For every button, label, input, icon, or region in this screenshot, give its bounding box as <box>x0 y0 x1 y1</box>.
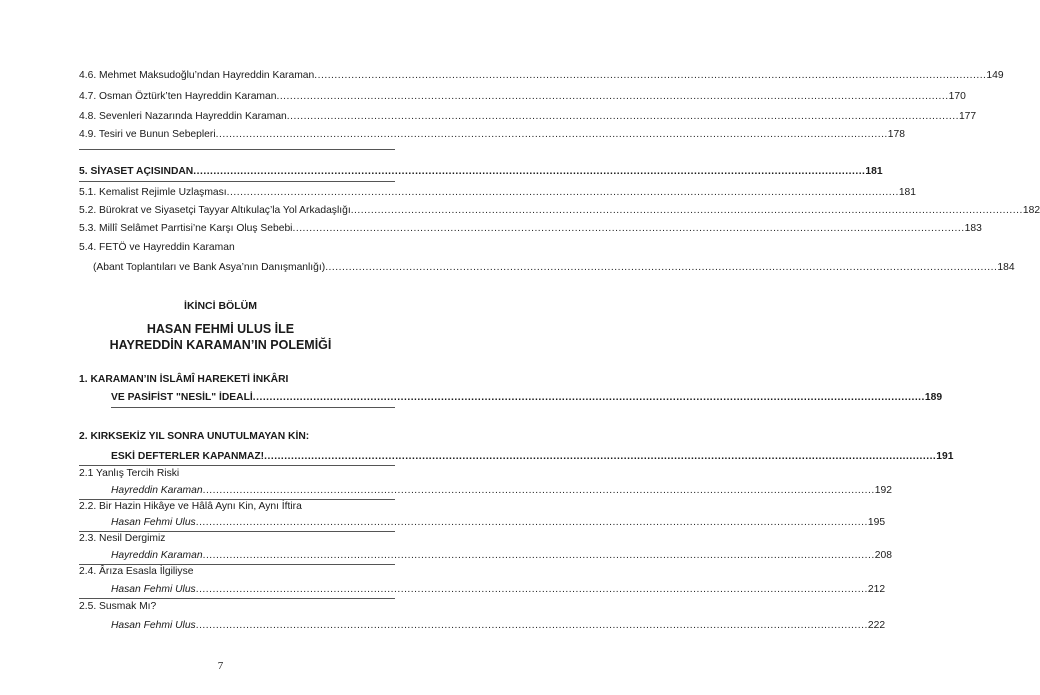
toc-entry-label: 2.2. Bir Hazin Hikâye ve Hâlâ Aynı Kin, Aynı İftira <box>79 501 302 512</box>
dot-leader: ........................................................................................................................................................................................................ <box>276 91 949 102</box>
toc-entry-page: 212 <box>867 584 886 595</box>
toc-entry-page: 181 <box>865 166 883 177</box>
toc-entry-label: 4.8. Sevenleri Nazarında Hayreddin Karaman <box>79 111 287 122</box>
dot-leader: ........................................................................................................................................................................................................ <box>226 187 899 198</box>
toc-entry-page: 191 <box>936 451 954 462</box>
toc-entry-page: 178 <box>887 129 905 140</box>
toc-entry[interactable] <box>79 128 905 142</box>
toc-entry-label: 4.9. Tesiri ve Bunun Sebepleri <box>79 129 216 140</box>
section-divider <box>111 407 395 408</box>
toc-entry[interactable] <box>79 110 977 124</box>
dot-leader: ........................................................................................................................................................................................................ <box>292 223 965 234</box>
part-title-line1: HASAN FEHMİ ULUS İLE <box>146 322 295 336</box>
toc-entry[interactable] <box>111 583 886 597</box>
toc-entry[interactable] <box>93 261 1015 275</box>
toc-entry-page: 195 <box>867 517 886 528</box>
toc-entry-label: 5.1. Kemalist Rejimle Uzlaşması <box>79 187 227 198</box>
dot-leader: ........................................................................................................................................................................................................ <box>195 584 868 595</box>
toc-entry-label: 2.4. Ârıza Esasla İlgiliyse <box>79 566 194 577</box>
dot-leader: ........................................................................................................................................................................................................ <box>350 205 1023 216</box>
page-number: 7 <box>217 660 224 672</box>
dot-leader: ........................................................................................................................................................................................................ <box>286 111 959 122</box>
dot-leader: ........................................................................................................................................................................................................ <box>195 517 868 528</box>
toc-entry[interactable] <box>79 600 395 614</box>
toc-entry-label: VE PASİFİST "NESİL" İDEALİ <box>111 392 253 403</box>
toc-entry-page: 192 <box>874 485 892 496</box>
toc-entry-label: (Abant Toplantıları ve Bank Asya’nın Danışmanlığı) <box>93 262 326 273</box>
part-title-line2: HAYREDDİN KARAMAN’IN POLEMİĞİ <box>109 338 332 352</box>
toc-entry[interactable] <box>111 484 892 498</box>
toc-entry-label: 5.2. Bürokrat ve Siyasetçi Tayyar Altıkulaç’la Yol Arkadaşlığı <box>79 205 351 216</box>
dot-leader: ........................................................................................................................................................................................................ <box>193 166 866 177</box>
toc-entry-label: 4.6. Mehmet Maksudoğlu’ndan Hayreddin Karaman <box>79 70 315 81</box>
section-divider <box>79 598 395 599</box>
toc-author-label: Hayreddin Karaman <box>111 485 203 496</box>
toc-entry-label: 1. KARAMAN’IN İSLÂMÎ HAREKETİ İNKÂRI <box>79 374 289 385</box>
toc-entry-page: 181 <box>898 187 916 198</box>
toc-entry-label: 2.3. Nesil Dergimiz <box>79 533 166 544</box>
dot-leader: ........................................................................................................................................................................................................ <box>264 451 937 462</box>
toc-entry-page: 222 <box>867 620 886 631</box>
toc-entry-label: 5. SİYASET AÇISINDAN <box>79 166 194 177</box>
toc-entry-page: 184 <box>997 262 1015 273</box>
toc-author-label: Hayreddin Karaman <box>111 550 203 561</box>
toc-chapter-entry[interactable] <box>111 391 943 405</box>
toc-entry[interactable] <box>79 90 966 104</box>
toc-chapter-entry[interactable] <box>79 373 395 387</box>
toc-entry-page: 149 <box>986 70 1004 81</box>
toc-entry-label: 4.7. Osman Öztürk’ten Hayreddin Karaman <box>79 91 277 102</box>
toc-entry[interactable] <box>79 222 982 236</box>
toc-entry-page: 208 <box>874 550 892 561</box>
part-heading: İKİNCİ BÖLÜM <box>184 300 257 312</box>
dot-leader: ........................................................................................................................................................................................................ <box>325 262 998 273</box>
section-divider <box>79 465 395 466</box>
toc-chapter-entry[interactable] <box>79 430 395 444</box>
dot-leader: ........................................................................................................................................................................................................ <box>202 550 875 561</box>
toc-entry-label: 5.3. Millî Selâmet Parrtisi’ne Karşı Oluş Sebebi <box>79 223 293 234</box>
dot-leader: ........................................................................................................................................................................................................ <box>195 620 868 631</box>
toc-author-label: Hasan Fehmi Ulus <box>111 517 196 528</box>
toc-entry-page: 189 <box>924 392 943 403</box>
dot-leader: ........................................................................................................................................................................................................ <box>314 70 987 81</box>
toc-entry-label: ESKİ DEFTERLER KAPANMAZ! <box>111 451 265 462</box>
section-divider <box>79 181 395 182</box>
toc-entry-label: 2.5. Susmak Mı? <box>79 601 157 612</box>
toc-entry[interactable] <box>79 467 395 481</box>
toc-entry[interactable] <box>79 532 395 546</box>
toc-entry-page: 182 <box>1022 205 1040 216</box>
toc-entry-page: 177 <box>958 111 977 122</box>
toc-entry[interactable] <box>79 500 395 514</box>
toc-entry[interactable] <box>79 204 1040 218</box>
toc-entry[interactable] <box>111 619 886 633</box>
toc-entry[interactable] <box>79 186 916 200</box>
section-divider <box>79 149 395 150</box>
dot-leader: ........................................................................................................................................................................................................ <box>252 392 925 403</box>
toc-author-label: Hasan Fehmi Ulus <box>111 620 196 631</box>
toc-entry-label: 2.1 Yanlış Tercih Riski <box>79 468 180 479</box>
toc-entry-label: 2. KIRKSEKİZ YIL SONRA UNUTULMAYAN KİN: <box>79 431 310 442</box>
dot-leader: ........................................................................................................................................................................................................ <box>202 485 875 496</box>
dot-leader: ........................................................................................................................................................................................................ <box>215 129 888 140</box>
toc-entry-page: 170 <box>948 91 966 102</box>
toc-author-label: Hasan Fehmi Ulus <box>111 584 196 595</box>
toc-entry[interactable] <box>111 516 886 530</box>
toc-entry[interactable] <box>79 69 1004 83</box>
toc-chapter-entry[interactable] <box>111 450 954 464</box>
toc-section-entry[interactable] <box>79 165 883 179</box>
toc-entry-page: 183 <box>964 223 982 234</box>
toc-entry[interactable] <box>111 549 892 563</box>
toc-entry[interactable] <box>79 565 395 579</box>
toc-entry-label: 5.4. FETÖ ve Hayreddin Karaman <box>79 242 235 253</box>
toc-entry[interactable] <box>79 241 395 255</box>
